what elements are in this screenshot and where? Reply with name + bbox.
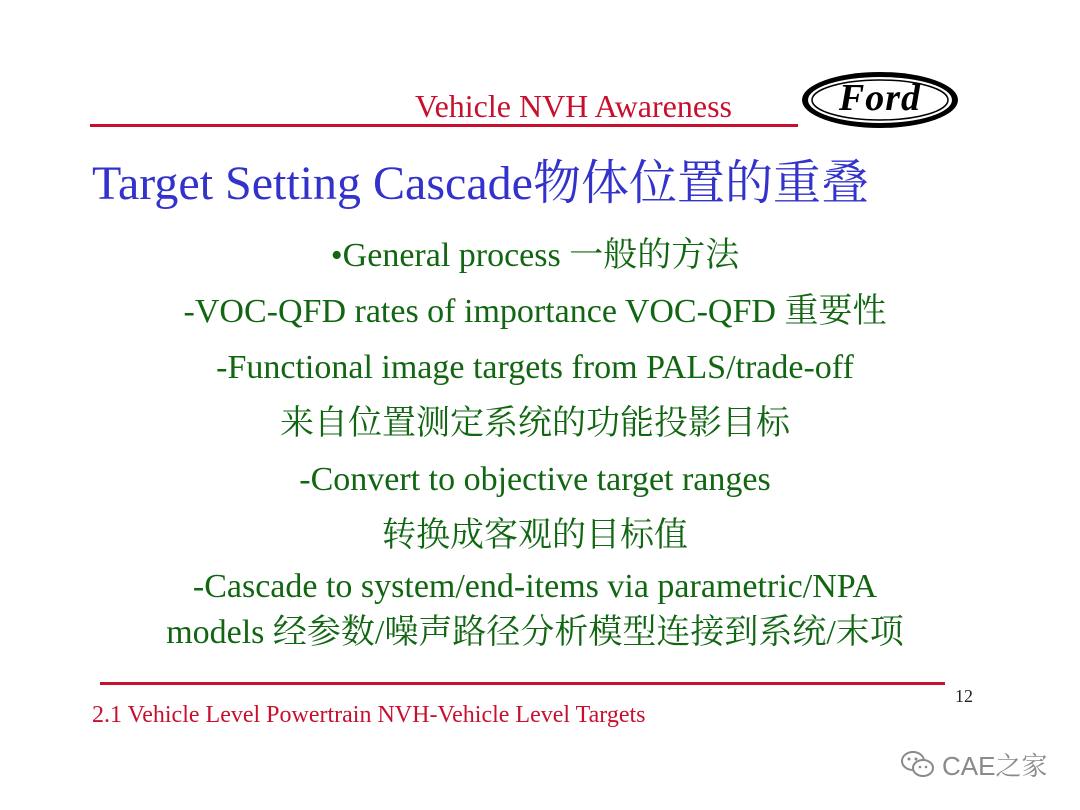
bullet-general-process: •General process 一般的方法 [330, 237, 740, 274]
bullet-functional-image-targets: -Functional image targets from PALS/trade-off [216, 349, 854, 386]
bullet-cascade: -Cascade to system/end-items via parametric/NPA [192, 568, 878, 605]
ford-logo-text: Ford [838, 77, 922, 119]
watermark [900, 746, 1047, 782]
bullet-functional-image-targets-cn: 来自位置测定系统的功能投影目标 [280, 405, 790, 442]
header-divider [90, 124, 798, 127]
wechat-icon [900, 749, 936, 779]
slide-title: Target Setting Cascade物体位置的重叠 [92, 157, 869, 210]
bullet-cascade-cont: models 经参数/噪声路径分析模型连接到系统/末项 [166, 614, 904, 651]
bullet-voc-qfd: -VOC-QFD rates of importance VOC-QFD 重要性 [183, 293, 887, 330]
ford-logo [800, 70, 960, 130]
footer-divider [100, 682, 945, 685]
slide-body [40, 228, 1030, 656]
watermark-text: CAE之家 [942, 750, 1048, 781]
header-title: Vehicle NVH Awareness [415, 88, 732, 124]
footer-text: 2.1 Vehicle Level Powertrain NVH-Vehicle Level Targets [92, 702, 646, 728]
bullet-convert-targets: -Convert to objective target ranges [299, 461, 771, 498]
bullet-convert-targets-cn: 转换成客观的目标值 [382, 517, 688, 554]
page-number: 12 [955, 686, 973, 706]
